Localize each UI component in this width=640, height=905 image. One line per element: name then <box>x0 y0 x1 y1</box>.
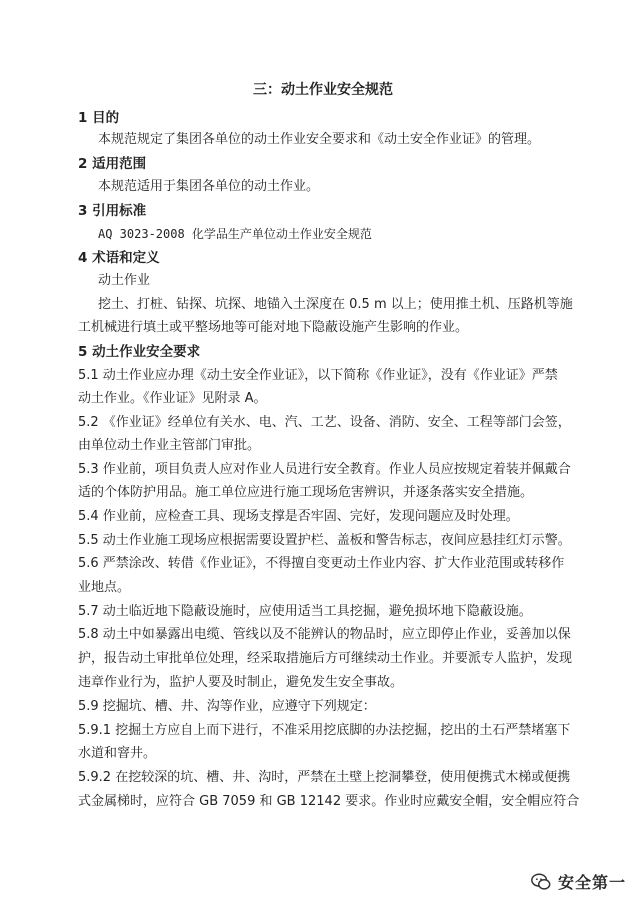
document-title: 三：动土作业安全规范 <box>253 82 393 98</box>
paragraph-line: 5.2 《作业证》经单位有关水、电、汽、工艺、设备、消防、安全、工程等部门会签， <box>78 415 571 430</box>
paragraph-line: 5.5 动土作业施工现场应根据需要设置护栏、盖板和警告标志，夜间应悬挂红灯示警。 <box>78 533 571 548</box>
paragraph-line: 适的个体防护用品。施工单位应进行施工现场危害辨识，并逐条落实安全措施。 <box>78 485 534 500</box>
paragraph-line: 本规范规定了集团各单位的动土作业安全要求和《动土安全作业证》的管理。 <box>98 132 541 147</box>
paragraph-line: 5.1 动土作业应办理《动土安全作业证》，以下简称《作业证》，没有《作业证》严禁 <box>78 368 558 383</box>
paragraph-line: 挖土、打桩、钻探、坑探、地锚入土深度在 0.5 m 以上；使用推土机、压路机等施 <box>98 297 573 312</box>
section-heading-5: 5 动土作业安全要求 <box>78 344 201 360</box>
paragraph-line: 5.4 作业前，应检查工具、现场支撑是否牢固、完好，发现问题应及时处理。 <box>78 509 519 524</box>
paragraph-line: 5.6 严禁涂改、转借《作业证》，不得擅自变更动土作业内容、扩大作业范围或转移作 <box>78 556 565 571</box>
paragraph-line: 工机械进行填土或平整场地等可能对地下隐蔽设施产生影响的作业。 <box>78 320 469 335</box>
paragraph-line: 由单位动土作业主管部门审批。 <box>78 438 261 453</box>
paragraph-line: 护，报告动土审批单位处理，经采取措施后方可继续动土作业。并要派专人监护，发现 <box>78 651 573 666</box>
paragraph-line: 业地点。 <box>78 580 131 595</box>
paragraph-line: 5.3 作业前，项目负责人应对作业人员进行安全教育。作业人员应按规定着装并佩戴合 <box>78 462 571 477</box>
paragraph-line: 式金属梯时，应符合 GB 7059 和 GB 12142 要求。作业时应戴安全帽，安全帽应符合 <box>78 794 580 809</box>
paragraph-line: 5.8 动土中如暴露出电缆、管线以及不能辨认的物品时，应立即停止作业，妥善加以保 <box>78 627 571 642</box>
section-heading-1: 1 目的 <box>78 110 120 126</box>
paragraph-line: 5.7 动土临近地下隐蔽设施时，应使用适当工具挖掘，避免损坏地下隐蔽设施。 <box>78 604 532 619</box>
paragraph-line: 违章作业行为，监护人要及时制止，避免发生安全事故。 <box>78 675 404 690</box>
term-name: 动土作业 <box>98 273 151 288</box>
section-heading-3: 3 引用标准 <box>78 203 147 219</box>
section-heading-2: 2 适用范围 <box>78 156 147 172</box>
paragraph-line: 动土作业。《作业证》见附录 A。 <box>78 391 267 406</box>
paragraph-line: 5.9.1 挖掘土方应自上而下进行，不准采用挖底脚的办法挖掘，挖出的土石严禁堵塞下 <box>78 723 571 738</box>
watermark <box>530 870 626 893</box>
section-heading-4: 4 术语和定义 <box>78 250 160 266</box>
paragraph-line: 水道和窨井。 <box>78 746 157 761</box>
paragraph-line: 本规范适用于集团各单位的动土作业。 <box>98 179 320 194</box>
watermark-text: 安全第一 <box>557 873 626 892</box>
standard-reference: AQ 3023-2008 化学品生产单位动土作业安全规范 <box>98 227 372 241</box>
wechat-bubble-icon <box>530 871 552 893</box>
paragraph-line: 5.9.2 在挖较深的坑、槽、井、沟时，严禁在土壁上挖洞攀登，使用便携式木梯或便携 <box>78 770 571 785</box>
paragraph-line: 5.9 挖掘坑、槽、井、沟等作业，应遵守下列规定： <box>78 699 376 714</box>
